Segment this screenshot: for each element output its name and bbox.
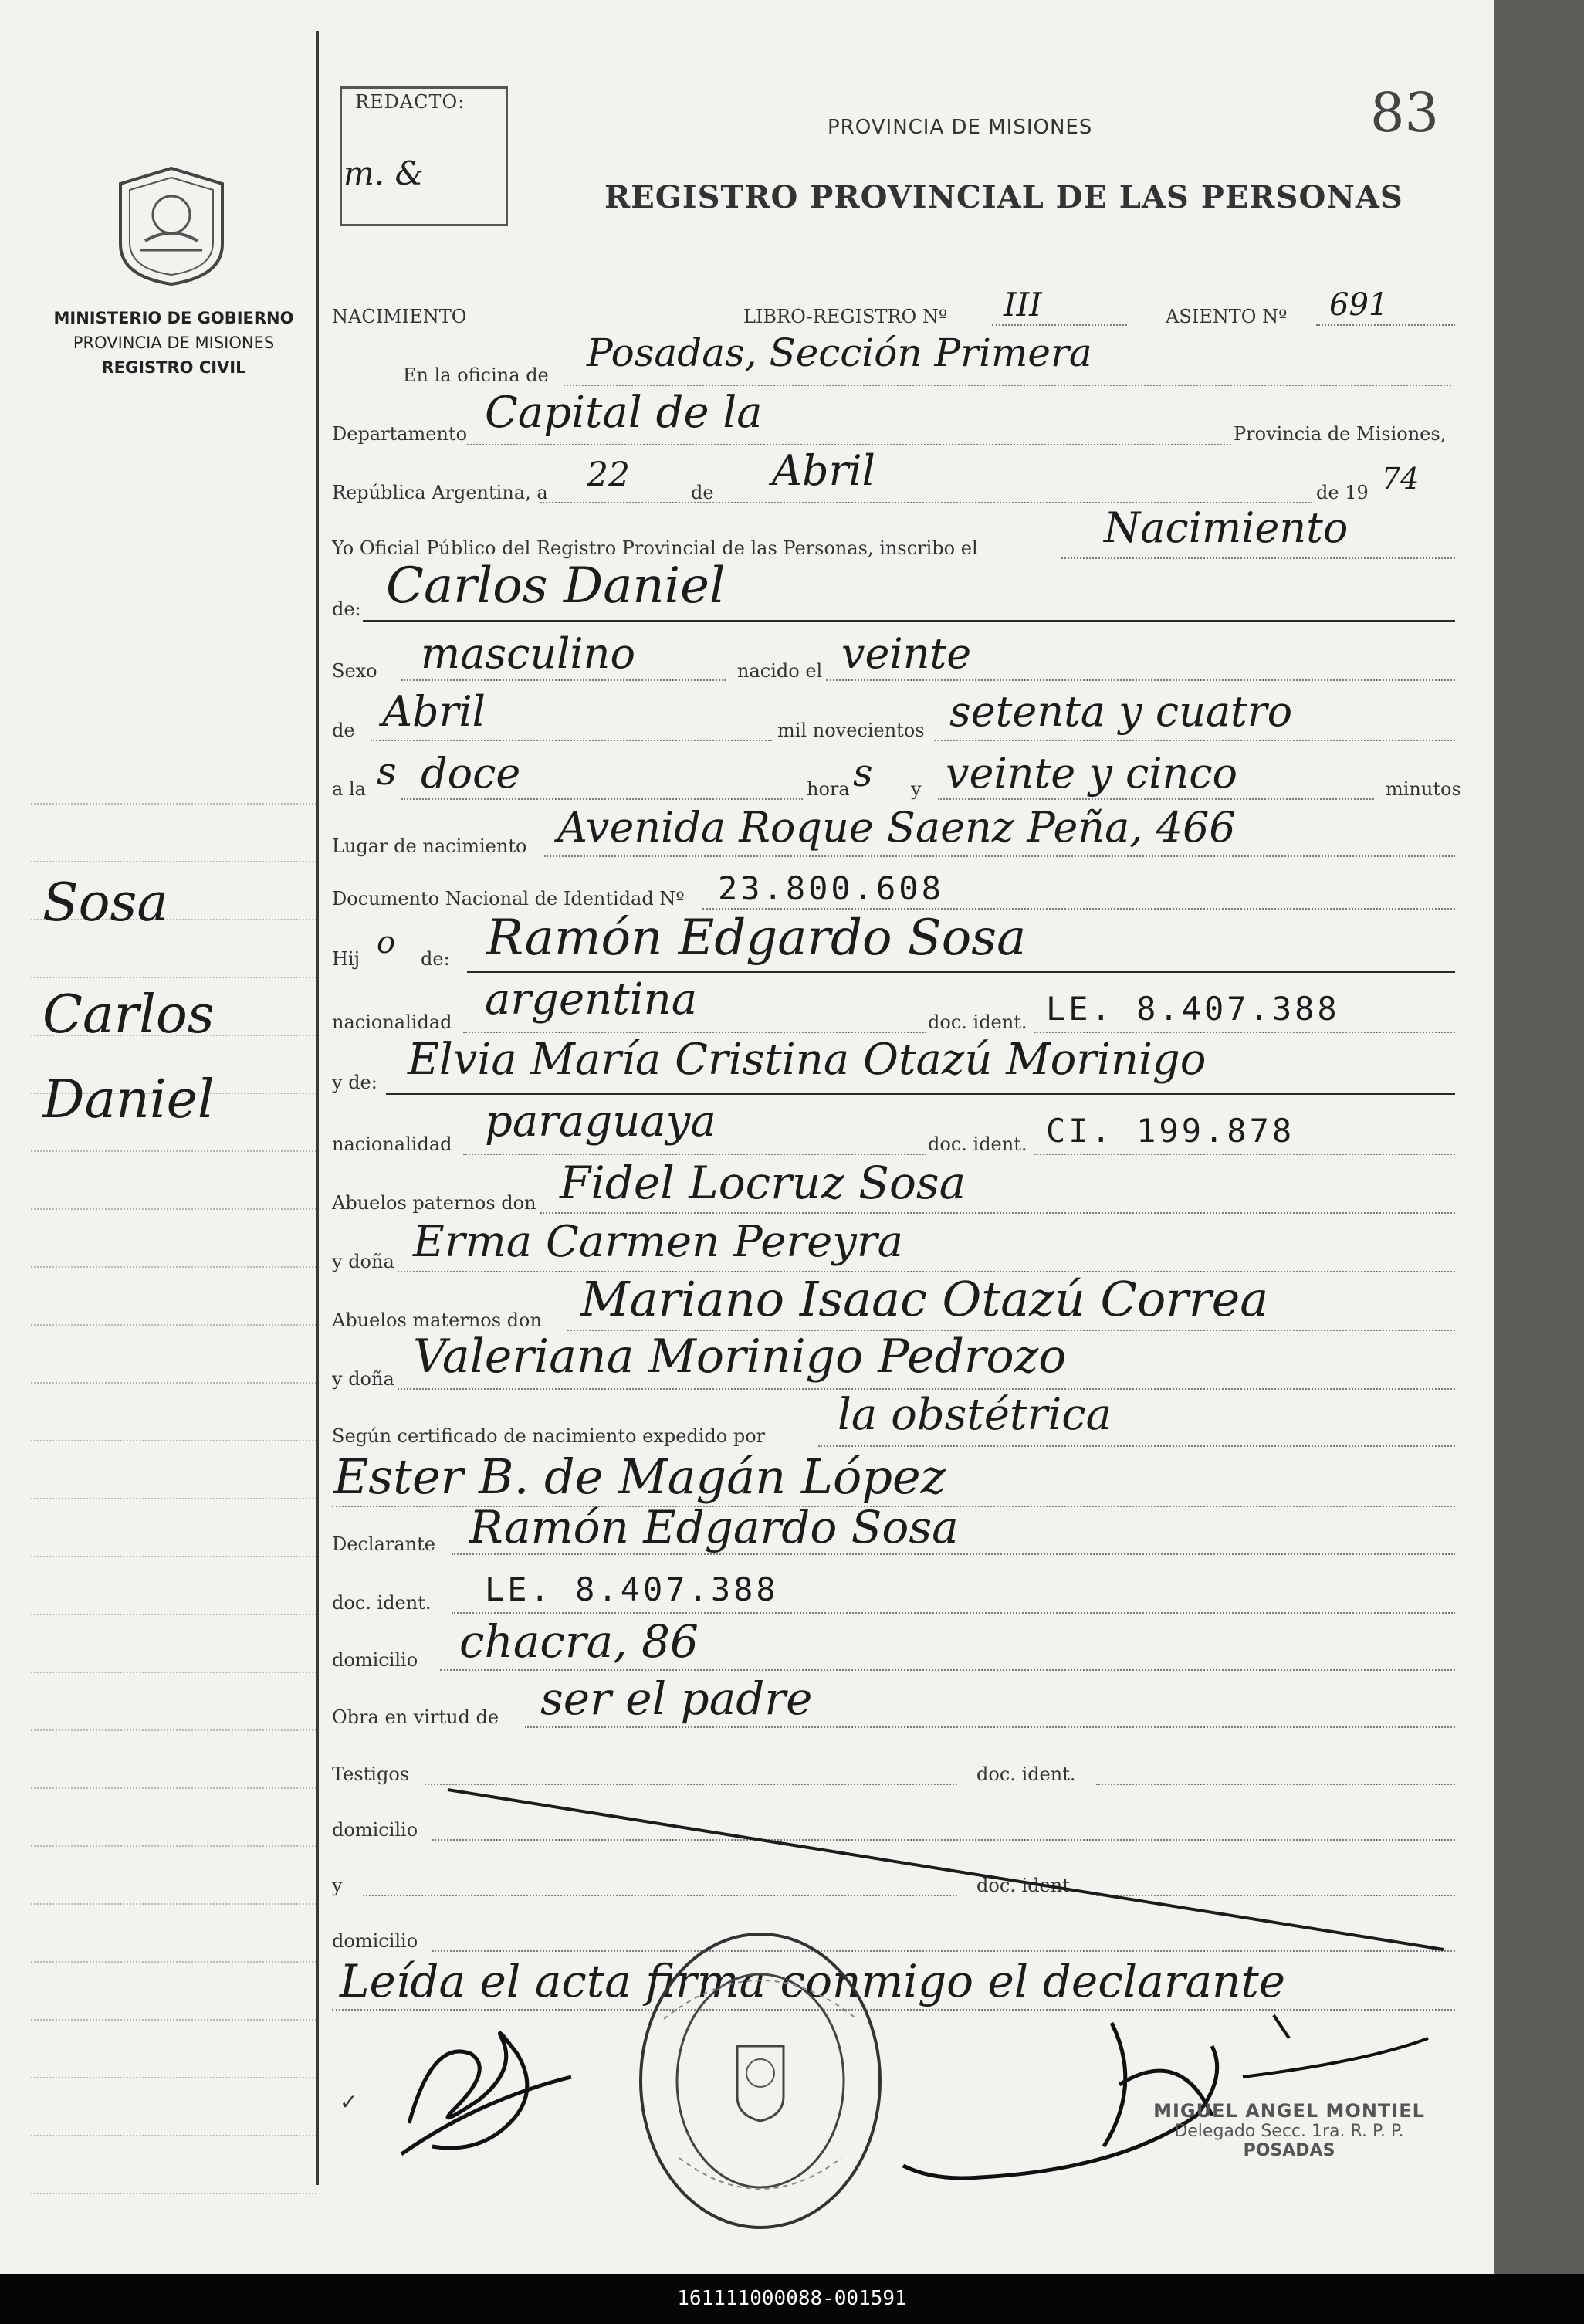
- ministry-seal-icon: [114, 164, 228, 287]
- testigo2-line: [363, 1895, 957, 1896]
- madre-doc-line: [1034, 1154, 1455, 1155]
- margin-rule-line: [31, 1208, 316, 1210]
- ab-pat-dona-value: Erma Carmen Pereyra: [413, 1217, 904, 1267]
- mes2-line: [371, 740, 772, 741]
- ministry-name: MINISTERIO DE GOBIERNO: [53, 309, 294, 327]
- lugar-label: Lugar de nacimiento: [332, 835, 527, 857]
- anio-value: 74: [1382, 462, 1420, 496]
- testigos-line: [425, 1784, 957, 1785]
- scan-id-footer: 161111000088-001591: [0, 2274, 1584, 2324]
- segun-value2: Ester B. de Magán López: [333, 1448, 946, 1505]
- horas-line: [401, 798, 803, 800]
- horas-suffix: s: [853, 750, 873, 795]
- ab-pat-don-value: Fidel Locruz Sosa: [560, 1157, 966, 1209]
- domicilio-value: chacra, 86: [459, 1615, 699, 1668]
- margin-rule-line: [31, 1324, 316, 1326]
- ab-mat-label: Abuelos maternos don: [332, 1309, 542, 1331]
- domicilio-line: [440, 1669, 1455, 1671]
- dni-label: Documento Nacional de Identidad Nº: [332, 888, 685, 910]
- nacido-label: nacido el: [737, 660, 823, 682]
- segun-line: [818, 1445, 1455, 1447]
- margin-rule-line: [31, 861, 316, 862]
- test-doc-label: doc. ident.: [976, 1763, 1076, 1785]
- margin-rule-line: [31, 2135, 316, 2136]
- mes2-value: Abril: [382, 687, 486, 736]
- margin-rule-line: [31, 977, 316, 978]
- departamento-label: Departamento: [332, 423, 468, 445]
- dni-value: 23.800.608: [718, 869, 944, 907]
- oficina-value: Posadas, Sección Primera: [587, 330, 1092, 375]
- redacto-label: REDACTO:: [355, 91, 465, 113]
- declarante-label: Declarante: [332, 1533, 435, 1555]
- testigos-label: Testigos: [332, 1763, 410, 1785]
- libro-value: III: [1004, 286, 1042, 324]
- check-mark: ✓: [340, 2089, 358, 2115]
- padre-value: Ramón Edgardo Sosa: [486, 910, 1027, 967]
- sexo-line: [401, 679, 726, 681]
- page-number: 83: [1370, 81, 1440, 144]
- oficina-line: [564, 385, 1451, 386]
- test-doc2-label: doc. ident.: [976, 1875, 1076, 1896]
- nacido-value: veinte: [841, 629, 972, 678]
- nombre-line: [363, 620, 1455, 622]
- de-mes-label: de: [332, 720, 355, 741]
- provincia-suffix: Provincia de Misiones,: [1234, 423, 1447, 445]
- asiento-line: [1316, 324, 1455, 326]
- test-dom2-label: domicilio: [332, 1930, 418, 1952]
- horas-value: doce: [421, 749, 521, 798]
- test-dom-line: [432, 1839, 1455, 1841]
- official-title: Delegado Secc. 1ra. R. P. P.: [1174, 2122, 1404, 2141]
- minutos-line: [938, 798, 1374, 800]
- padre-nac-value: argentina: [485, 974, 698, 1025]
- margin-rule-line: [31, 1672, 316, 1673]
- registry-stamp-icon: [633, 1926, 888, 2235]
- margin-rule-line: [31, 1961, 316, 1963]
- decl-doc-label: doc. ident.: [332, 1592, 432, 1614]
- leida-value: Leída el acta firma conmigo el declarante: [340, 1955, 1286, 2007]
- test-dom-label: domicilio: [332, 1819, 418, 1841]
- decl-doc-line: [452, 1612, 1455, 1614]
- margin-rule-line: [31, 803, 316, 805]
- padre-nac-label: nacionalidad: [332, 1011, 452, 1033]
- ministry-province: PROVINCIA DE MISIONES: [73, 334, 275, 352]
- margin-rule-line: [31, 1903, 316, 1905]
- official-block: [1127, 2100, 1451, 2160]
- test-dom2-line: [432, 1950, 1455, 1952]
- record-type: NACIMIENTO: [332, 306, 467, 327]
- oficina-label: En la oficina de: [403, 364, 549, 386]
- test-doc-line: [1096, 1784, 1455, 1785]
- ab-pat-don-line: [540, 1212, 1455, 1214]
- padre-doc-value: LE. 8.407.388: [1046, 990, 1340, 1028]
- madre-doc-label: doc. ident.: [928, 1133, 1027, 1155]
- hijo-suffix: o: [377, 925, 396, 960]
- padre-doc-label: doc. ident.: [928, 1011, 1027, 1033]
- ministry-heading: [31, 306, 316, 380]
- ab-mat-don-value: Mariano Isaac Otazú Correa: [580, 1271, 1269, 1327]
- de-nombre-label: de:: [332, 598, 361, 620]
- obra-line: [525, 1726, 1455, 1728]
- padre-line: [467, 971, 1455, 973]
- margin-rule-line: [31, 2077, 316, 2078]
- hijo-de-label: de:: [421, 948, 450, 970]
- margin-surname: Sosa: [42, 872, 168, 933]
- sexo-label: Sexo: [332, 660, 377, 682]
- ab-pat-dona-label: y doña: [332, 1251, 394, 1272]
- mil-line: [934, 740, 1455, 741]
- libro-label: LIBRO-REGISTRO Nº: [743, 306, 948, 327]
- y2-label: y: [332, 1875, 343, 1896]
- minutos-label: minutos: [1386, 778, 1461, 800]
- margin-first-name: Carlos: [42, 984, 215, 1045]
- declarante-value: Ramón Edgardo Sosa: [469, 1501, 959, 1553]
- lugar-line: [544, 855, 1455, 857]
- official-name: MIGUEL ANGEL MONTIEL: [1153, 2100, 1425, 2122]
- mes-value: Abril: [772, 446, 875, 495]
- margin-rule-line: [31, 2193, 316, 2194]
- lugar-value: Avenida Roque Saenz Peña, 466: [557, 803, 1236, 852]
- segun-label: Según certificado de nacimiento expedido por: [332, 1425, 766, 1447]
- margin-rule-line: [31, 1845, 316, 1847]
- margin-divider: [316, 31, 319, 2185]
- departamento-line: [467, 444, 1231, 445]
- madre-value: Elvia María Cristina Otazú Morinigo: [408, 1035, 1207, 1085]
- madre-line: [386, 1093, 1455, 1095]
- departamento-value: Capital de la: [485, 388, 763, 438]
- anio-label: de 19: [1316, 482, 1369, 503]
- margin-rule-line: [31, 2019, 316, 2021]
- padre-nac-line: [463, 1032, 926, 1033]
- asiento-value: 691: [1329, 287, 1389, 323]
- oficial-label: Yo Oficial Público del Registro Provincial de las Personas, inscribo el: [332, 537, 978, 559]
- margin-rule-line: [31, 1787, 316, 1789]
- redacto-initials: m. &: [344, 154, 424, 192]
- libro-line: [992, 324, 1127, 326]
- ab-mat-dona-label: y doña: [332, 1368, 394, 1390]
- padre-doc-line: [1034, 1032, 1455, 1033]
- margin-rule-line: [31, 1498, 316, 1499]
- margin-rule-line: [31, 1150, 316, 1152]
- madre-nac-line: [463, 1154, 926, 1155]
- obra-value: ser el padre: [540, 1672, 813, 1725]
- nombre-value: Carlos Daniel: [386, 557, 726, 615]
- madre-doc-value: CI. 199.878: [1046, 1112, 1295, 1150]
- republica-label: República Argentina, a: [332, 482, 548, 503]
- declarant-signature: [386, 2007, 587, 2162]
- madre-nac-label: nacionalidad: [332, 1133, 452, 1155]
- ala-label: a la: [332, 778, 366, 800]
- sexo-value: masculino: [421, 629, 635, 678]
- horas-label: hora: [807, 778, 850, 800]
- margin-rule-line: [31, 1556, 316, 1557]
- de-label: de: [691, 482, 714, 503]
- registry-title: REGISTRO PROVINCIAL DE LAS PERSONAS: [604, 179, 1403, 215]
- dia-value: 22: [587, 456, 630, 495]
- segun-value: la obstétrica: [838, 1390, 1112, 1440]
- asiento-label: ASIENTO Nº: [1166, 306, 1288, 327]
- minutos-value: veinte y cinco: [946, 749, 1238, 798]
- oficial-line: [1061, 557, 1455, 559]
- obra-label: Obra en virtud de: [332, 1706, 499, 1728]
- domicilio-label: domicilio: [332, 1649, 418, 1671]
- decl-doc-value: LE. 8.407.388: [485, 1570, 779, 1608]
- margin-rule-line: [31, 1382, 316, 1384]
- y-label: y: [911, 778, 922, 800]
- ab-mat-dona-value: Valeriana Morinigo Pedrozo: [413, 1330, 1067, 1384]
- nacido-line: [826, 679, 1455, 681]
- margin-rule-line: [31, 1266, 316, 1268]
- province-heading: PROVINCIA DE MISIONES: [828, 116, 1093, 139]
- hijo-label: Hij: [332, 948, 360, 970]
- mil-value: setenta y cuatro: [949, 687, 1293, 736]
- madre-nac-value: paraguaya: [485, 1096, 716, 1147]
- mil-label: mil novecientos: [777, 720, 925, 741]
- margin-rule-line: [31, 1440, 316, 1441]
- margin-rule-line: [31, 1729, 316, 1731]
- test-doc2-line: [1096, 1895, 1455, 1896]
- page-edge: [1494, 0, 1584, 2274]
- ab-pat-label: Abuelos paternos don: [332, 1192, 536, 1214]
- oficial-value: Nacimiento: [1104, 503, 1349, 552]
- margin-rule-line: [31, 1614, 316, 1615]
- yde-label: y de:: [332, 1072, 377, 1093]
- declarante-line: [452, 1553, 1455, 1555]
- official-city: POSADAS: [1243, 2141, 1335, 2160]
- margin-second-name: Daniel: [42, 1069, 215, 1130]
- ministry-registry: REGISTRO CIVIL: [101, 358, 246, 377]
- ala-suffix: s: [377, 749, 397, 794]
